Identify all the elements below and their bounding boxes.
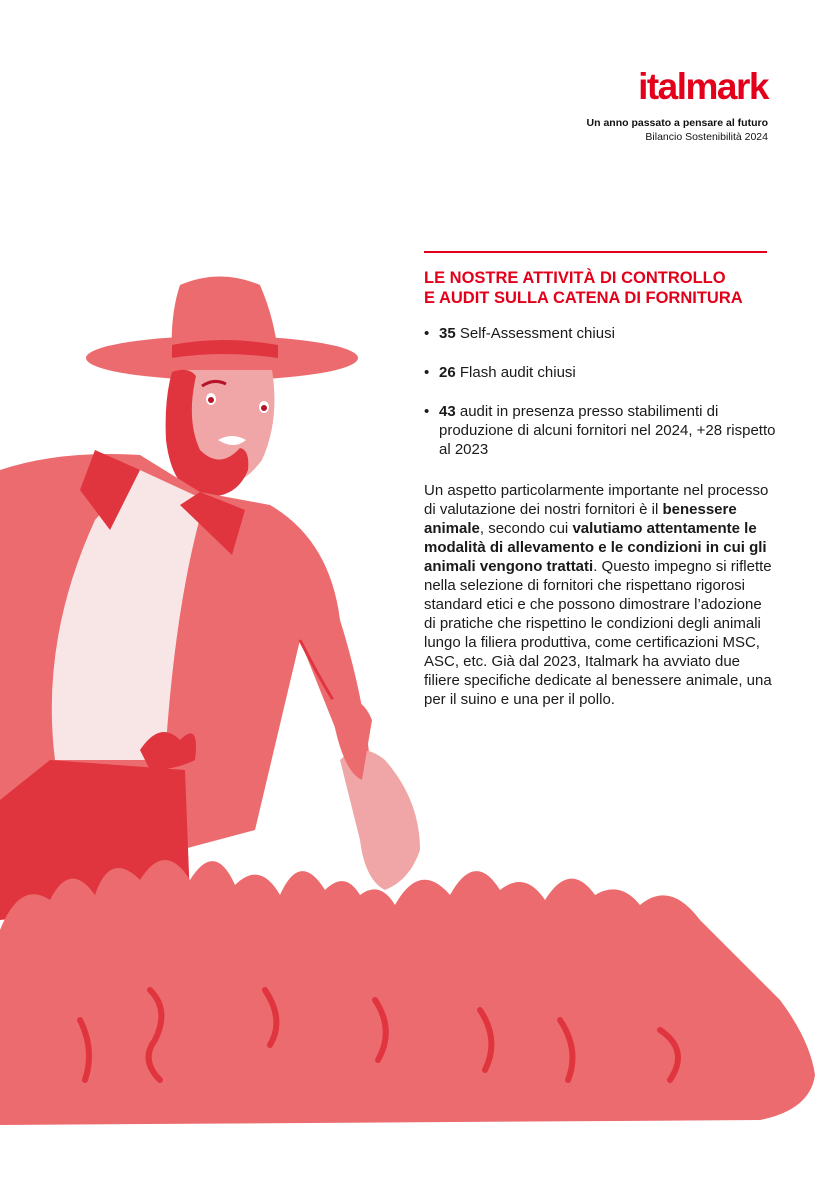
paragraph-text: Un aspetto particolarmente importante nel processo di valutazione dei nostri fornitori è il (424, 482, 769, 518)
stat-value: 26 (439, 364, 456, 381)
farmer-illustration (0, 265, 820, 1135)
paragraph-text: . Questo impegno si riflette nella selezione di fornitori che rispettano rigorosi standard etici e che possono dimostrare l’adozione di pratiche che rispettino le condizioni degli animali lungo la filiera produttiva, come certificazioni MSC, ASC, etc. Già dal 2023, Italmark ha avviato due filiere specifiche dedicate al benessere animale, una per il suino e una per il pollo. (424, 558, 772, 708)
stat-value: 43 (439, 403, 456, 420)
section-divider (424, 251, 767, 253)
bushes-icon (0, 860, 815, 1125)
italmark-logo: italmark (638, 66, 768, 107)
stat-label: audit in presenza presso stabilimenti di produzione di alcuni fornitori nel 2024, +28 rispetto al 2023 (439, 403, 776, 458)
hat-icon (86, 277, 358, 381)
stat-label: Flash audit chiusi (455, 364, 576, 381)
stat-label: Self-Assessment chiusi (455, 325, 615, 342)
heading-line-1: LE NOSTRE ATTIVITÀ DI CONTROLLO (424, 269, 726, 287)
paragraph-text: , secondo cui (479, 520, 573, 537)
hand-icon (330, 698, 420, 891)
document-tagline (587, 116, 768, 144)
heading-line-2: E AUDIT SULLA CATENA DI FORNITURA (424, 289, 743, 307)
face-icon (166, 370, 275, 497)
tagline-subtitle: Bilancio Sostenibilità 2024 (645, 131, 768, 143)
paragraph-bold: valutiamo attentamente le modalità di allevamento e le condizioni in cui gli animali vengono trattati (424, 520, 767, 575)
paragraph-bold: benessere animale (424, 501, 737, 537)
stat-value: 35 (439, 325, 456, 342)
tagline-title: Un anno passato a pensare al futuro (586, 117, 768, 129)
